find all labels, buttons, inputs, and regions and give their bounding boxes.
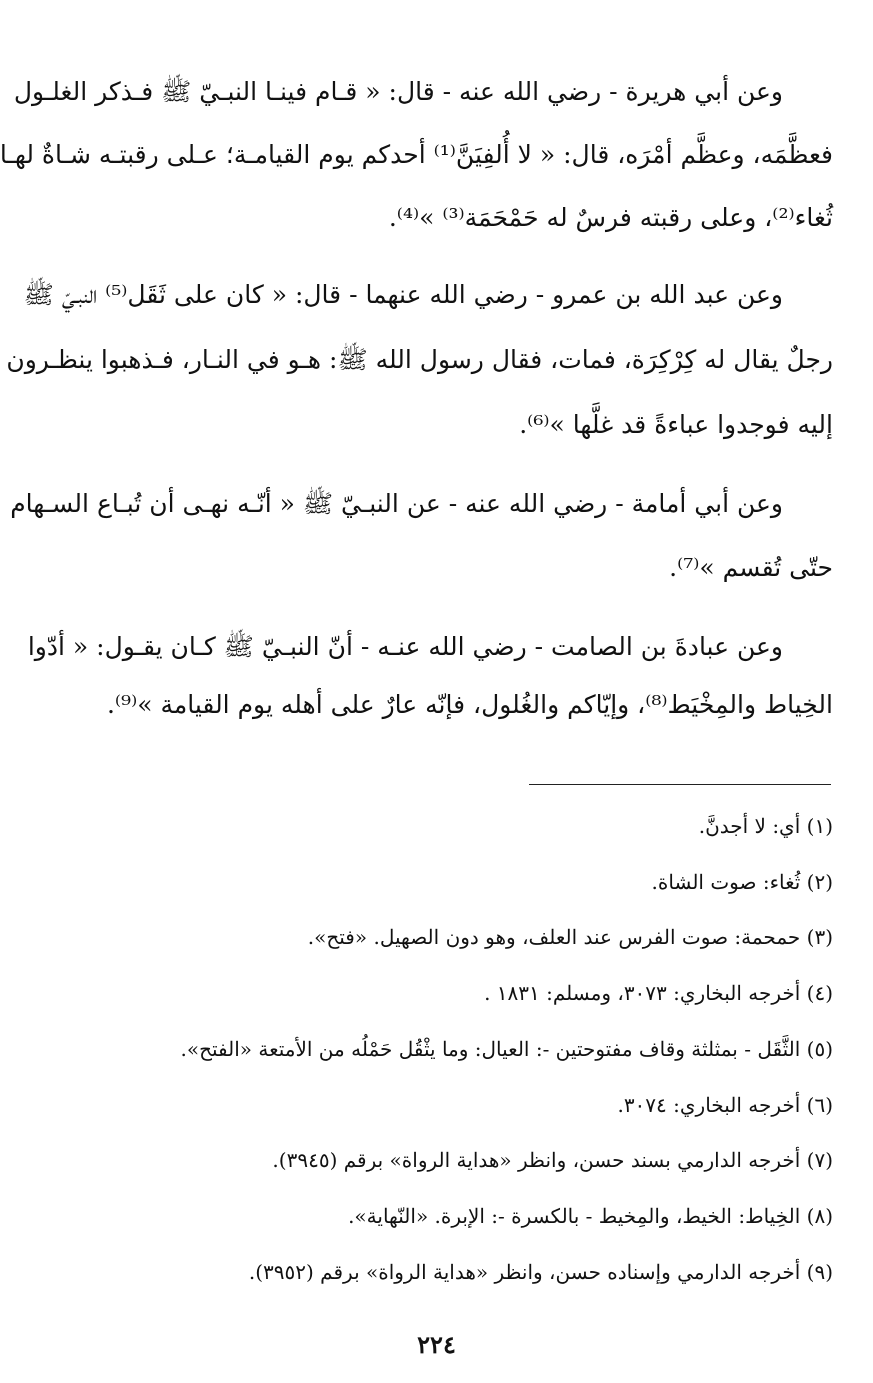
body-line: وعن عبادةَ بن الصامت - رضي الله عنـه - أنّ النبـيّ ﷺ كـان يقـول: « أدّوا bbox=[27, 632, 783, 661]
footnote: (٧) أخرجه الدارمي بسند حسن، وانظر «هداية الرواة» برقم (٣٩٤٥). bbox=[272, 1148, 833, 1172]
footnote: (٨) الخِياط: الخيط، والمِخيط - بالكسرة -: الإبرة. «النّهاية». bbox=[348, 1204, 833, 1228]
body-line: وعن أبي أمامة - رضي الله عنه - عن النبـيّ ﷺ « أنّـه نهـى أن تُبـاع السـهام bbox=[10, 489, 783, 518]
footnote: (٣) حمحمة: صوت الفرس عند العلف، وهو دون الصهيل. «فتح». bbox=[307, 925, 833, 949]
footnote: (٢) ثُغاء: صوت الشاة. bbox=[651, 870, 833, 894]
page-number: ٢٢٤ bbox=[417, 1330, 456, 1359]
footnote: (١) أي: لا أجدنَّ. bbox=[698, 814, 833, 838]
body-line: الخِياط والمِخْيَط⁽⁸⁾، وإيّاكم والغُلول، فإنّه عارٌ على أهله يوم القيامة »⁽⁹⁾. bbox=[106, 690, 833, 719]
footnote: (٩) أخرجه الدارمي وإسناده حسن، وانظر «هداية الرواة» برقم (٣٩٥٢). bbox=[248, 1260, 833, 1284]
footnote: (٤) أخرجه البخاري: ٣٠٧٣، ومسلم: ١٨٣١ . bbox=[484, 981, 833, 1005]
footnote-separator bbox=[529, 784, 831, 785]
body-line: رجلٌ يقال له كِرْكِرَة، فمات، فقال رسول الله ﷺ: هـو في النـار، فـذهبوا ينظـرون bbox=[6, 345, 833, 374]
footnote: (٦) أخرجه البخاري: ٣٠٧٤. bbox=[617, 1093, 833, 1117]
body-line: فعظَّمَه، وعظَّم أمْرَه، قال: « لا أُلفِيَنَّ⁽¹⁾ أحدكم يوم القيامـة؛ عـلى رقبتـه شـاةٌ لهـا bbox=[0, 140, 833, 169]
footnote: (٥) الثَّقَل - بمثلثة وقاف مفتوحتين -: العيال: وما يثْقُل حَمْلُه من الأمتعة «الفتح». bbox=[180, 1037, 833, 1061]
body-line: ثُغاء⁽²⁾، وعلى رقبته فرسٌ له حَمْحَمَة⁽³⁾ »⁽⁴⁾. bbox=[388, 203, 833, 232]
body-line: وعن عبد الله بن عمرو - رضي الله عنهما - قال: « كان على ثَقَل⁽⁵⁾ النبـيّ ﷺ bbox=[23, 280, 783, 309]
body-line: وعن أبي هريرة - رضي الله عنه - قال: « قـام فينـا النبـيّ ﷺ فـذكر الغلـول bbox=[13, 77, 783, 106]
body-line: حتّى تُقسم »⁽⁷⁾. bbox=[669, 553, 833, 582]
body-line: إليه فوجدوا عباءةً قد غلَّها »⁽⁶⁾. bbox=[519, 410, 833, 439]
